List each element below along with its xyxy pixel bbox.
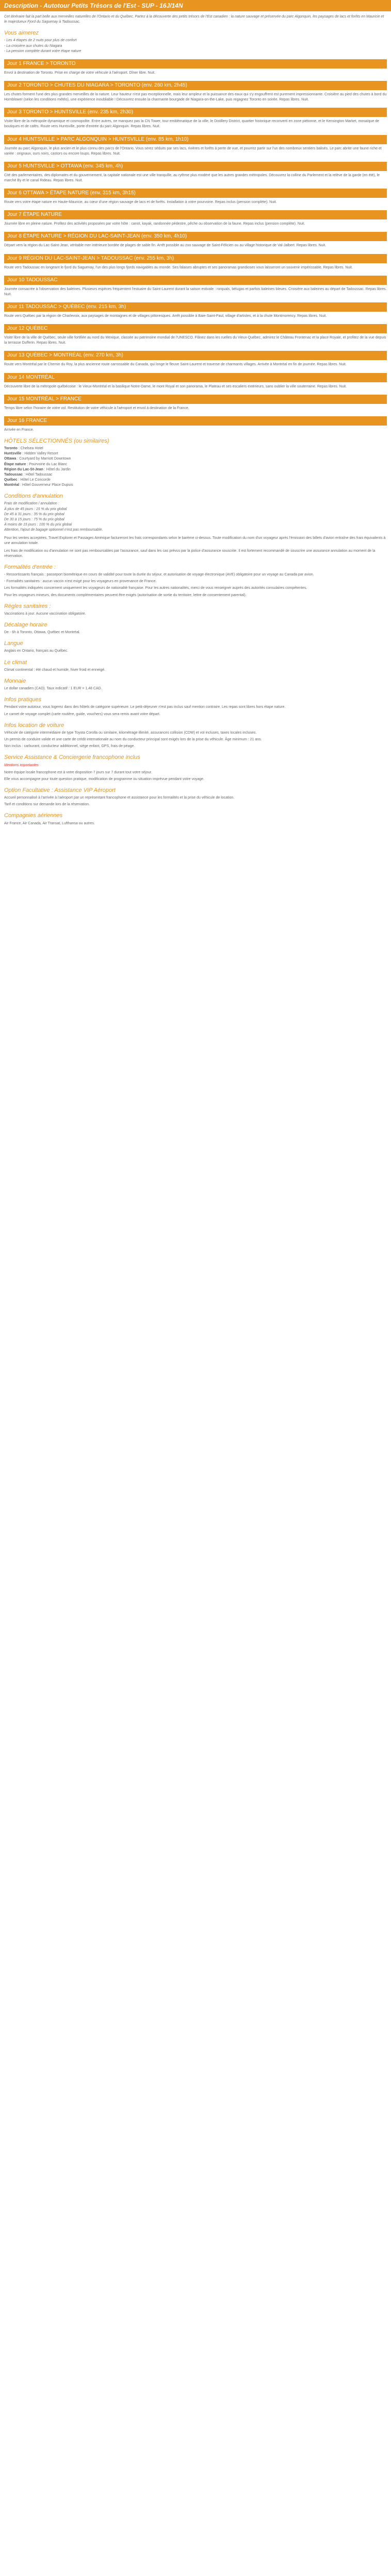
day-block [4,81,387,103]
climat-heading: Le climat [4,659,27,666]
hotel-row: Huntsville : Hidden Valley Resort [4,452,58,456]
decalage-heading: Décalage horaire [4,621,47,628]
formalites-heading: Formalités d'entrée : [4,564,56,570]
vous-aimerez-list [4,38,387,54]
day-text: Journée consacrée à l'observation des baleines. Plusieurs espèces fréquentent l'estuaire du Saint-Laurent durant la saison estivale : rorquals, bélugas et parfois baleines bleues. Croisière aux baleines au départ de Tadoussac. Repas libres. Nuit. [4,287,387,296]
list-item: Frais de modification / annulation : [4,502,59,506]
day-text: Envol à destination de Toronto. Prise en charge de votre véhicule à l'aéroport. Dîner libre. Nuit. [4,71,156,75]
paragraph: Elle vous accompagne pour toute question pratique, modification de programme ou situation imprévue pendant votre voyage. [4,777,204,781]
hotels-heading: HÔTELS SÉLECTIONNÉS (ou similaires) [4,437,109,444]
day-block [4,302,387,319]
regles-sanitaires-heading: Règles sanitaires : [4,603,51,609]
langue-text: Anglais en Ontario, français au Québec. [4,649,69,653]
service-assistance-subtitle: Mentions importantes [4,763,39,767]
hotel-name: Courtyard by Marriott Downtown [19,457,71,461]
day-block [4,189,387,205]
hotel-name: Hôtel Tadoussac [25,472,53,477]
paragraph: Pour les voyageurs mineurs, des documents complémentaires peuvent être exigés (autorisation de sortie du territoire, lettre de consentement parental). [4,593,247,597]
hotel-city: Québec [4,478,18,482]
day-text: Visite libre de la métropole dynamique et cosmopolite. Entre autres, ne manquez pas la CN Tower, tour emblématique de la ville, le Distillery District, quartier historique reconverti en zone piétonne, et le Kensington Market, mosaïque de boutiques et de cafés. Route vers Huntsville, porte d'entrée du parc Algonquin. Repas libres. Nuit. [4,120,379,129]
paragraph: Les formalités indiquées concernent uniquement les voyageurs de nationalité française. Pour les autres nationalités, merci de vous renseigner auprès des autorités consulaires compétentes. [4,586,307,590]
service-assistance-text [4,770,387,782]
list-item: De 30 à 15 jours : 75 % du prix global [4,517,64,521]
hotel-name: Chelsea Hotel [20,447,43,451]
location-heading: Infos location de voiture [4,722,64,728]
day-text: Route vers Montréal par le Chemin du Roy, la plus ancienne route carrossable du Canada, qui longe le fleuve Saint-Laurent et traverse de charmants villages. Arrivée à Montréal en fin de journée. Repas libres. Nuit. [4,363,347,367]
langue-heading: Langue [4,640,23,647]
day-title: Jour 6 OTTAWA > ÉTAPE NATURE (env. 315 km, 3h15) [4,189,387,198]
hotel-name: Hôtel Le Concorde [20,478,51,482]
hotel-row: Toronto : Chelsea Hotel [4,447,43,451]
day-text: Temps libre selon l'horaire de votre vol. Restitution de votre véhicule à l'aéroport et envol à destination de la France. [4,406,189,410]
conditions-note: Les frais de modification ou d'annulation ne sont pas remboursables par l'assurance, sauf dans les cas prévus par la police d'assurance souscrite. Il est fortement recommandé de souscrire une assurance annulation au moment de la réservation. [4,549,376,558]
climat-text: Climat continental : été chaud et humide, hiver froid et enneigé. [4,668,106,672]
decalage-text: De - 6h à Toronto, Ottawa, Québec et Montréal. [4,631,80,635]
day-title: Jour 2 TORONTO > CHUTES DU NIAGARA > TORONTO (env. 260 km, 2h45) [4,81,387,90]
day-title: Jour 3 TORONTO > HUNTSVILLE (env. 235 km, 2h30) [4,108,387,117]
day-block [4,276,387,297]
day-title: Jour 12 QUÉBEC [4,324,387,333]
page-title-banner: Description - Autotour Petits Trésors de l'Est - SUP - 16J/14N [0,0,391,11]
paragraph: Un permis de conduire valide et une carte de crédit internationale au nom du conducteur principal sont exigés lors de la prise du véhicule. Âge minimum : 21 ans. [4,738,262,742]
main-content [0,11,391,834]
hotel-name: Hôtel du Jardin [46,467,71,471]
hotel-row: Ottawa : Courtyard by Marriott Downtown [4,457,71,461]
day-block [4,232,387,248]
monnaie-heading: Monnaie [4,677,26,684]
paragraph: Véhicule de catégorie intermédiaire de type Toyota Corolla ou similaire, kilométrage illimité, assurances collision (CDW) et vol incluses, taxes locales incluses. [4,731,257,735]
hotel-city: Étape nature [4,462,26,466]
day-text: Cité des parlementaires, des diplomates et du gouvernement, la capitale nationale est une ville tranquille, au rythme plus modéré que les autres grandes métropoles. Découvrez la colline du Parlement et la relève de la garde (en été), le marché By et le canal Rideau. Repas libres. Nuit. [4,173,380,183]
day-text: Les chutes forment l'une des plus grandes merveilles de la nature. Leur hauteur n'est pas exceptionnelle, mais leur ampleur et la puissance des eaux qui s'y engouffrent est purement impressionnante. Croisière au pied des chutes à bord du Hornblower (selon les conditions météo), une expérience inoubliable ! Découvrez ensuite la charmante bourgade de Niagara-on-the-Lake, puis regagnez Toronto en soirée. Repas libres. Nuit. [4,93,387,102]
day-title: Jour 4 HUNTSVILLE > PARC ALGONQUIN > HUNTSVILLE (env. 85 km, 1h10) [4,135,387,144]
paragraph: Pendant votre autotour, vous logerez dans des hôtels de catégorie supérieure. Le petit-déjeuner n'est pas inclus sauf mention contraire. Les repas sont libres hors étape nature. [4,705,286,709]
assurance-text [4,795,387,807]
vous-aimerez-heading: Vous aimerez [4,30,39,37]
list-item: - La pension complète durant votre étape nature [4,49,82,53]
hotel-name: Pourvoirie du Lac Blanc [29,462,68,466]
conditions-note: Pour les ventes acceptées, Travel Explorer et Passages Amérique factureront les frais correspondants selon le barème ci-dessus. Toute modification du nom d'un voyageur après l'émission des billets d'avion entraîne des frais équivalents à une annulation totale. [4,536,386,546]
hotel-city: Montréal [4,483,20,487]
hotel-city: Ottawa [4,457,17,461]
page [0,0,391,834]
day-block [4,351,387,367]
list-item: À moins de 15 jours : 100 % du prix global [4,523,72,527]
conditions-list [4,501,387,533]
hotel-row: Montréal : Hôtel Gouverneur Place Dupuis [4,483,73,487]
day-title: Jour 13 QUÉBEC > MONTRÉAL (env. 270 km, 3h) [4,351,387,360]
day-text: Journée libre en pleine nature. Profitez des activités proposées par votre hôte : canot, kayak, randonnée pédestre, pêche ou observation de la faune. Repas inclus (pension complète). Nuit. [4,222,305,226]
day-title: Jour 7 ÉTAPE NATURE [4,210,387,219]
day-title: Jour 14 MONTRÉAL [4,373,387,382]
hotels-list [4,446,387,488]
day-block [4,416,387,433]
hotel-row: Québec : Hôtel Le Concorde [4,478,51,482]
paragraph: Notre équipe locale francophone est à votre disposition 7 jours sur 7 durant tout votre séjour. [4,770,152,774]
paragraph: Accueil personnalisé à l'arrivée à l'aéroport par un représentant francophone et assistance pour les formalités et la prise du véhicule de location. [4,796,235,800]
monnaie-text: Le dollar canadien (CAD). Taux indicatif : 1 EUR = 1,48 CAD. [4,687,102,691]
day-block [4,59,387,76]
day-text: Route vers Québec par la région de Charlevoix, aux paysages de montagnes et de villages pittoresques. Arrêt possible à Baie-Saint-Paul, village d'artistes, et à la chute Montmorency. Repas libres. Nuit. [4,314,327,318]
day-block [4,373,387,389]
list-item: - Les 4 étapes de 2 nuits pour plus de confort [4,39,77,43]
hotel-name: Hôtel Gouverneur Place Dupuis [22,483,73,487]
conditions-heading: Conditions d'annulation [4,493,63,500]
hotel-row: Tadoussac : Hôtel Tadoussac [4,472,53,477]
hotel-city: Région du Lac-St-Jean [4,467,43,471]
day-block [4,254,387,270]
location-text [4,731,387,749]
hotel-city: Toronto [4,447,18,451]
list-item: À plus de 45 jours : 15 % du prix global [4,507,67,511]
hotel-city: Huntsville [4,452,22,456]
day-text: Découverte libre de la métropole québécoise : le Vieux-Montréal et la basilique Notre-Dame, le mont Royal et son panorama, le Plateau et ses escaliers extérieurs, sans oublier la ville souterraine. Repas libres. Nuit. [4,384,347,388]
hotel-row: Région du Lac-St-Jean : Hôtel du Jardin [4,467,71,471]
paragraph: Le carnet de voyage complet (carte routière, guide, vouchers) vous sera remis avant votre départ. [4,712,160,716]
infos-pratiques-heading: Infos pratiques [4,697,42,703]
list-item: De 45 à 31 jours : 35 % du prix global [4,512,64,516]
paragraph: - Ressortissants français : passeport biométrique en cours de validité pour toute la durée du séjour, et autorisation de voyage électronique (AVE) obligatoire pour un voyage au Canada par avion. [4,573,314,577]
day-title: Jour 15 MONTRÉAL > FRANCE [4,395,387,404]
assurance-heading: Option Facultative : Assistance VIP Aéroport [4,787,116,793]
infos-pratiques-text [4,705,387,717]
day-text: Route vers votre étape nature en Haute-Mauricie, au cœur d'une région sauvage de lacs et de forêts. Installation à votre pourvoirie. Repas inclus (pension complète). Nuit. [4,200,277,205]
day-title: Jour 9 RÉGION DU LAC-SAINT-JEAN > TADOUSSAC (env. 255 km, 3h) [4,254,387,263]
day-block [4,108,387,129]
hotel-city: Tadoussac [4,472,23,477]
day-title: Jour 8 ÉTAPE NATURE > RÉGION DU LAC-SAINT-JEAN (env. 350 km, 4h10) [4,232,387,241]
day-text: Journée au parc Algonquin, le plus ancien et le plus connu des parcs de l'Ontario. Vous serez séduits par ses lacs, rivières et forêts à perte de vue, et pourrez partir sur l'un des nombreux sentiers balisés. Le parc abrite une faune riche et variée : orignaux, ours noirs, castors ou encore loups. Repas libres. Nuit. [4,146,382,156]
day-block [4,162,387,183]
formalites-text [4,572,387,598]
list-item: Attention, l'ajout de bagage optionnel n'est pas remboursable. [4,528,103,532]
compagnies-text: Air France, Air Canada, Air Transat, Lufthansa ou autres. [4,821,95,825]
day-title: Jour 11 TADOUSSAC > QUÉBEC (env. 215 km, 3h) [4,302,387,312]
hotel-row: Étape nature : Pourvoirie du Lac Blanc [4,462,68,466]
regles-sanitaires-text: Vaccinations à jour. Aucune vaccination obligatoire. [4,612,86,616]
day-block [4,135,387,157]
list-item: - La croisière aux chutes du Niagara [4,44,62,48]
day-text: Arrivée en France. [4,428,34,432]
day-text: Visite libre de la ville de Québec, seule ville fortifiée au nord du Mexique, classée au patrimoine mondial de l'UNESCO. Flânez dans les ruelles du Vieux-Québec, admirez le Château Frontenac et la place Royale, et profitez de la vue depuis la terrasse Dufferin. Repas libres. Nuit. [4,336,386,345]
compagnies-heading: Compagnies aériennes [4,812,63,819]
day-text: Route vers Tadoussac en longeant le fjord du Saguenay, l'un des plus longs fjords navigables au monde. Ses falaises abruptes et ses panoramas grandioses vous laisseront un souvenir impérissable. Repas libres. Nuit. [4,265,353,269]
day-text: Départ vers la région du Lac-Saint-Jean, véritable mer intérieure bordée de plages de sable fin. Arrêt possible au zoo sauvage de Saint-Félicien ou au village historique de Val-Jalbert. Repas libres. Nuit. [4,244,326,248]
paragraph: Tarif et conditions sur demande lors de la réservation. [4,803,90,807]
day-title: Jour 16 FRANCE [4,416,387,426]
day-block [4,210,387,227]
service-assistance-heading: Service Assistance & Conciergerie francophone inclus [4,754,140,761]
day-title: Jour 1 FRANCE > TORONTO [4,59,387,69]
hotel-name: Hidden Valley Resort [24,452,58,456]
paragraph: Non inclus : carburant, conducteur additionnel, siège enfant, GPS, frais de péage. [4,744,135,749]
intro-text: Cet itinéraire fait la part belle aux merveilles naturelles de l'Ontario et du Québec. Partez à la découverte des petits trésors de l'Est canadien : la nature sauvage et préservée du parc Algonquin, les paysages de lacs et forêts en Mauricie et le majestueux Fjord du Saguenay à Tadoussac. [4,15,384,24]
day-block [4,324,387,346]
paragraph: - Formalités sanitaires : aucun vaccin n'est exigé pour les voyageurs en provenance de France. [4,580,157,584]
itinerary-days [4,59,387,433]
day-block [4,395,387,411]
day-title: Jour 10 TADOUSSAC [4,276,387,285]
day-title: Jour 5 HUNTSVILLE > OTTAWA (env. 345 km, 4h) [4,162,387,171]
